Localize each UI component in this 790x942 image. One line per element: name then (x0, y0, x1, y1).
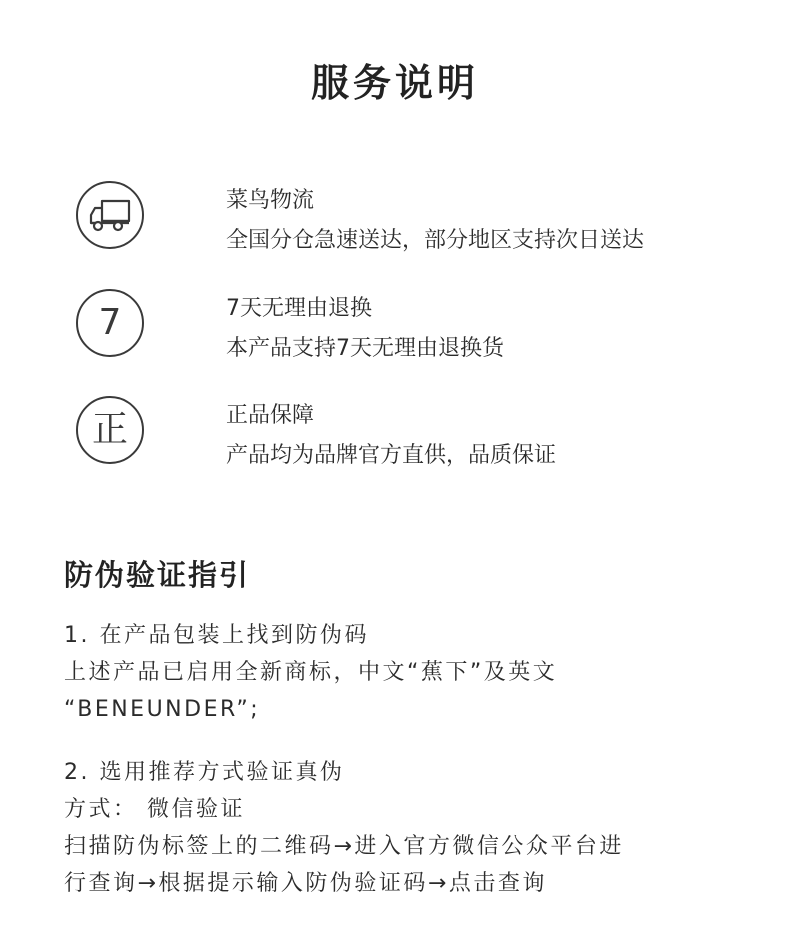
step-2-line: 扫描防伪标签上的二维码→进入官方微信公众平台进 (64, 834, 624, 859)
service-description: 本产品支持7天无理由退换货 (226, 336, 504, 361)
seven-days-icon (76, 289, 144, 357)
verify-step-2 (64, 754, 754, 902)
service-description: 产品均为品牌官方直供，品质保证 (226, 443, 557, 468)
genuine-badge-text: 正 (91, 409, 128, 450)
genuine-icon (76, 396, 144, 464)
service-title: 菜鸟物流 (226, 188, 315, 213)
step-1-title: 1. 在产品包装上找到防伪码 (64, 623, 369, 648)
step-1-line: “BENEUNDER”; (64, 697, 261, 722)
service-title: 7天无理由退换 (226, 296, 372, 321)
step-1-line: 上述产品已启用全新商标，中文“蕉下”及英文 (64, 660, 558, 685)
service-genuine (76, 396, 756, 476)
service-return (76, 289, 756, 369)
step-2-method: 方式： 微信验证 (64, 797, 245, 822)
verify-step-1 (64, 617, 754, 728)
seven-days-badge-text: 7 (98, 302, 122, 343)
step-2-line: 行查询→根据提示输入防伪验证码→点击查询 (64, 871, 547, 896)
service-logistics (76, 181, 756, 261)
truck-icon (76, 181, 144, 249)
service-title: 正品保障 (226, 403, 315, 428)
step-2-title: 2. 选用推荐方式验证真伪 (64, 760, 345, 785)
service-description: 全国分仓急速送达，部分地区支持次日送达 (226, 228, 645, 253)
verify-heading: 防伪验证指引 (64, 558, 251, 592)
page-title: 服务说明 (310, 61, 479, 105)
